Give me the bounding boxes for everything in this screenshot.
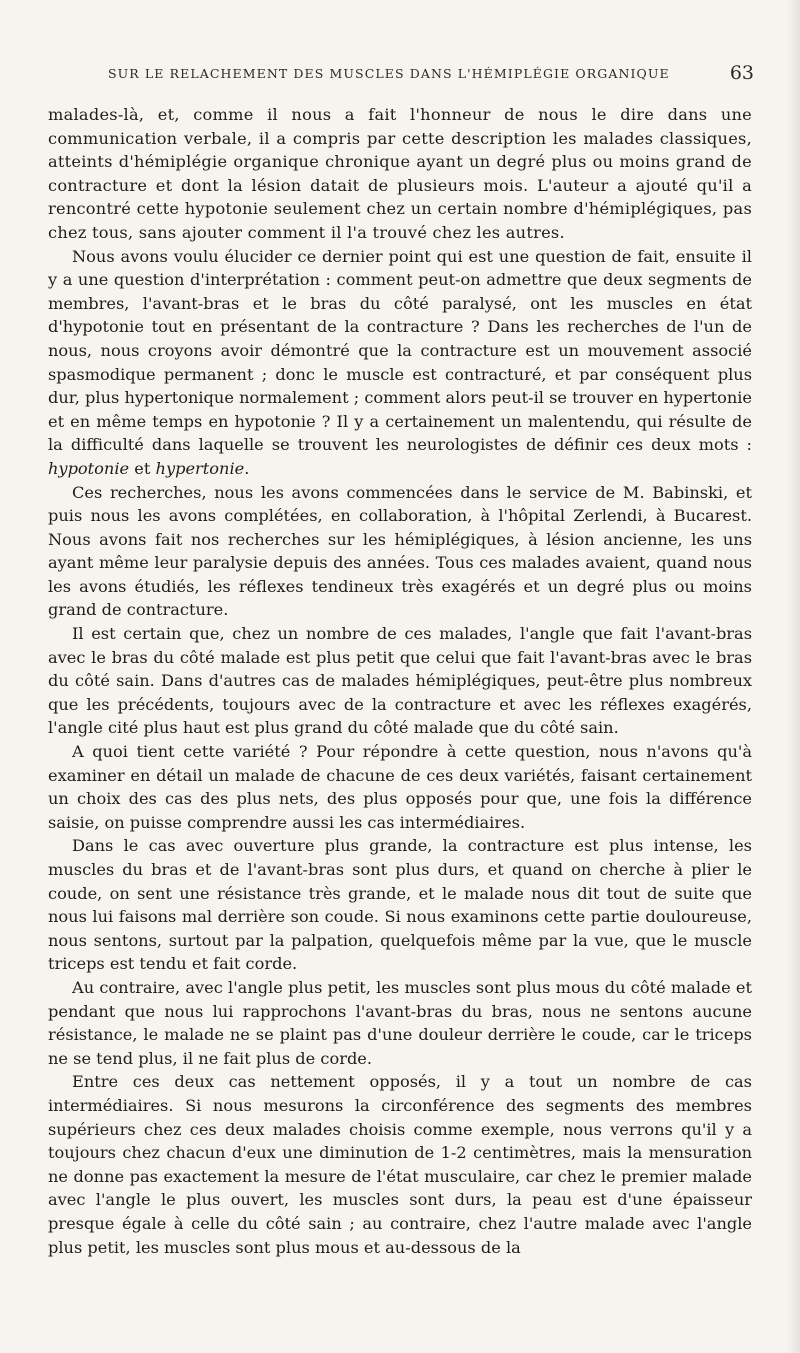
term-hypotonie: hypotonie — [48, 458, 130, 478]
page-number: 63 — [729, 62, 754, 84]
running-head: SUR LE RELACHEMENT DES MUSCLES DANS L'HÉMIPLÉGIE ORGANIQUE — [108, 66, 670, 81]
paragraph-5: A quoi tient cette variété ? Pour répondre à cette question, nous n'avons qu'à examiner en détail un malade de chacune de ces deux variétés, faisant certainement un choix des cas des plus nets, des plus opposés pour que, une fois la différence saisie, on puisse comprendre aussi les cas intermédiaires. — [48, 742, 752, 832]
paragraph-2-connector: et — [129, 458, 156, 478]
paragraph-3: Ces recherches, nous les avons commencées dans le service de M. Babinski, et puis nous les avons complétées, en collaboration, à l'hôpital Zerlendi, à Bucarest. Nous avons fait nos recherches sur les hémiplégiques, à lésion ancienne, les uns ayant même leur paralysie depuis des années. Tous ces malades avaient, quand nous les avons étudiés, les réflexes tendineux très exagérés et un degré plus ou moins grand de contracture. — [48, 482, 752, 620]
paragraph-1: malades-là, et, comme il nous a fait l'honneur de nous le dire dans une communication verbale, il a compris par cette description les malades classiques, atteints d'hémiplégie organique chronique ayant un degré plus ou moins grand de contracture et dont la lésion datait de plusieurs mois. L'auteur a ajouté qu'il a rencontré cette hypotonie seulement chez un certain nombre d'hémiplégiques, pas chez tous, sans ajouter comment il l'a trouvé chez les autres. — [48, 105, 752, 242]
page-edge-shadow — [786, 0, 800, 1353]
paragraph-4: Il est certain que, chez un nombre de ces malades, l'angle que fait l'avant-bras avec le bras du côté malade est plus petit que celui que fait l'avant-bras avec le bras du côté sain. Dans d'autres cas de malades hémiplégiques, peut-être plus nombreux que les précédents, toujours avec de la contracture et avec les réflexes exagérés, l'angle cité plus haut est plus grand du côté malade que du côté sain. — [48, 624, 752, 738]
term-hypertonie: hypertonie — [155, 458, 245, 478]
paragraph-6: Dans le cas avec ouverture plus grande, la contracture est plus intense, les muscles du bras et de l'avant-bras sont plus durs, et quand on cherche à plier le coude, on sent une résistance très grande, et le malade nous dit tout de suite que nous lui faisons mal derrière son coude. Si nous examinons cette partie douloureuse, nous sentons, surtout par la palpation, quelquefois même par la vue, que le muscle triceps est tendu et fait corde. — [48, 836, 752, 974]
paragraph-2-end: . — [244, 458, 250, 478]
page-header — [48, 62, 754, 88]
body-text — [48, 103, 752, 1259]
paragraph-8: Entre ces deux cas nettement opposés, il y a tout un nombre de cas intermédiaires. Si nous mesurons la circonférence des segments des membres supérieurs chez ces deux malades choisis comme exemple, nous verrons qu'il y a toujours chez chacun d'eux une diminution de 1-2 centimètres, mais la mensuration ne donne pas exactement la mesure de l'état musculaire, car chez le premier malade avec l'angle le plus ouvert, les muscles sont durs, la peau est d'une épaisseur presque égale à celle du côté sain ; au contraire, chez l'autre malade avec l'angle plus petit, les muscles sont plus mous et au-dessous de la — [48, 1072, 752, 1257]
paragraph-2 — [48, 245, 752, 481]
paragraph-2-text: Nous avons voulu élucider ce dernier point qui est une question de fait, ensuite il y a une question d'interprétation : comment peut-on admettre que deux segments de membres, l'avant-bras et le bras du côté paralysé, ont les muscles en état d'hypotonie tout en présentant de la contracture ? Dans les recherches de l'un de nous, nous croyons avoir démontré que la contracture est un mouvement associé spasmodique permanent ; donc le muscle est contracturé, et par conséquent plus dur, plus hypertonique normalement ; comment alors peut-il se trouver en hypertonie et en même temps en hypotonie ? Il y a certainement un malentendu, qui résulte de la difficulté dans laquelle se trouvent les neurologistes de définir ces deux mots : — [48, 246, 753, 455]
paragraph-7: Au contraire, avec l'angle plus petit, les muscles sont plus mous du côté malade et pendant que nous lui rapprochons l'avant-bras du bras, nous ne sentons aucune résistance, le malade ne se plaint pas d'une douleur derrière le coude, car le triceps ne se tend plus, il ne fait plus de corde. — [48, 977, 752, 1068]
